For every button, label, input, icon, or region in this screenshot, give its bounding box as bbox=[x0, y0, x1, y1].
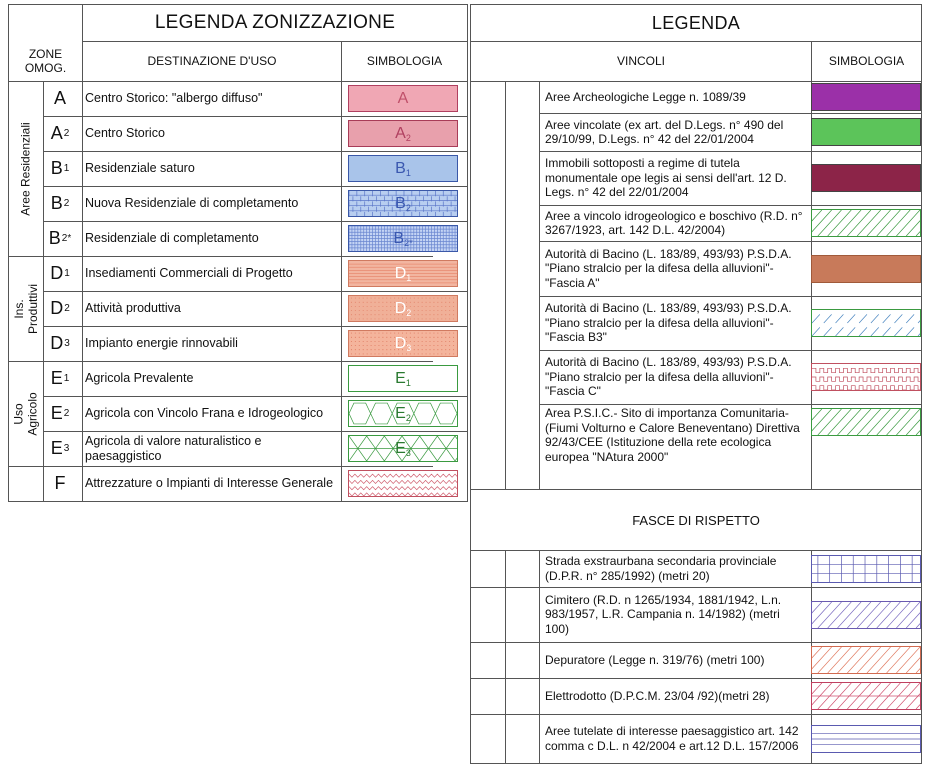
fascia-symbol-swatch bbox=[811, 725, 921, 753]
divider bbox=[341, 41, 342, 501]
zone-code-letter: E bbox=[50, 368, 63, 388]
fascia-text: Elettrodotto (D.P.C.M. 23/04 /92)(metri 28) bbox=[545, 688, 770, 703]
fascia-text: Depuratore (Legge n. 319/76) (metri 100) bbox=[545, 652, 765, 667]
destinazione-text: Insediamenti Commerciali di Progetto bbox=[85, 266, 293, 280]
row-divider bbox=[539, 241, 921, 242]
zone-symbol-letter: B bbox=[395, 159, 406, 177]
zone-code-letter: A bbox=[53, 88, 66, 108]
vincolo-symbol-swatch bbox=[811, 164, 921, 192]
zone-code bbox=[43, 151, 77, 186]
zone-code bbox=[43, 466, 77, 501]
divider bbox=[82, 5, 83, 41]
zone-symbol-letter: A bbox=[397, 89, 409, 107]
zone-symbol-swatch bbox=[348, 365, 458, 392]
row-divider bbox=[539, 151, 921, 152]
zone-code-sub: 2 bbox=[63, 408, 70, 419]
zone-symbol-label bbox=[395, 125, 411, 143]
destinazione-text: Centro Storico: "albergo diffuso" bbox=[85, 91, 263, 105]
row-divider bbox=[539, 404, 921, 405]
vincolo-text: Aree Archeologiche Legge n. 1089/39 bbox=[545, 89, 746, 104]
zone-code bbox=[43, 326, 77, 361]
zone-symbol-swatch bbox=[348, 85, 458, 112]
zone-code-letter: A bbox=[50, 123, 63, 143]
destinazione-text: Impianto energie rinnovabili bbox=[85, 336, 238, 350]
divider bbox=[82, 41, 83, 501]
zone-code bbox=[43, 396, 77, 431]
zone-symbol-label bbox=[395, 370, 411, 388]
zone-symbol-swatch bbox=[348, 155, 458, 182]
zone-code-sub: 1 bbox=[63, 373, 70, 384]
destinazione-text: Residenziale di completamento bbox=[85, 231, 259, 245]
zone-code-letter: D bbox=[50, 333, 64, 353]
zone-code bbox=[43, 221, 77, 256]
zone-symbol-sub: 3 bbox=[405, 447, 411, 458]
vincolo-symbol-swatch bbox=[811, 363, 921, 391]
zone-symbol-letter: E bbox=[395, 404, 406, 422]
legenda-zonizzazione-panel bbox=[8, 4, 468, 502]
divider bbox=[539, 550, 540, 763]
fascia-symbol-swatch bbox=[811, 646, 921, 674]
fasce-title: FASCE DI RISPETTO bbox=[632, 512, 760, 528]
vincolo-text: Immobili sottoposti a regime di tutela monumentale ope legis ai sensi dell'art. 12 D. Legs. n° 42 del 22/01/2004 bbox=[545, 156, 787, 200]
divider bbox=[539, 81, 540, 489]
vincolo-symbol-swatch bbox=[811, 118, 921, 146]
zone-code bbox=[43, 116, 77, 151]
destinazione-text: Centro Storico bbox=[85, 126, 165, 140]
vincolo-text: Aree vincolate (ex art. del D.Legs. n° 490 del 29/10/99, D.Legs. n° 42 del 22/01/2004 bbox=[545, 117, 784, 146]
zone-symbol-label bbox=[395, 300, 412, 318]
zone-code-sub: 3 bbox=[64, 338, 70, 349]
zone-symbol-swatch bbox=[348, 400, 458, 427]
zone-symbol-sub: 3 bbox=[406, 342, 412, 353]
zone-code bbox=[43, 256, 77, 291]
zone-symbol-sub: 2 bbox=[406, 307, 412, 318]
vincoli-title: LEGENDA bbox=[471, 5, 921, 42]
zone-symbol-sub: 1 bbox=[406, 272, 412, 283]
zone-symbol-swatch bbox=[348, 470, 458, 497]
zone-symbol-label bbox=[395, 265, 412, 283]
zone-symbol-letter: E bbox=[395, 369, 406, 387]
row-divider bbox=[471, 714, 921, 715]
zone-code-letter: F bbox=[54, 473, 66, 493]
zone-symbol-label bbox=[395, 195, 411, 213]
zonizzazione-title: LEGENDA ZONIZZAZIONE bbox=[83, 5, 467, 42]
header-simbologia: SIMBOLOGIA bbox=[342, 41, 467, 82]
zone-symbol-swatch bbox=[348, 435, 458, 462]
vincolo-symbol-swatch bbox=[811, 255, 921, 283]
fascia-text: Cimitero (R.D. n 1265/1934, 1881/1942, L.n. 983/1957, L.R. Campania n. 14/1982) (metri 100) bbox=[545, 592, 782, 636]
zone-symbol-swatch bbox=[348, 330, 458, 357]
zone-code bbox=[43, 361, 77, 396]
divider bbox=[505, 81, 506, 489]
destinazione-text: Agricola Prevalente bbox=[85, 371, 194, 385]
zone-symbol-swatch bbox=[348, 295, 458, 322]
destinazione-text: Attività produttiva bbox=[85, 301, 181, 315]
zone-symbol-label bbox=[395, 405, 411, 423]
zone-code-letter: B bbox=[50, 193, 63, 213]
row-divider bbox=[539, 296, 921, 297]
zone-symbol-swatch bbox=[348, 190, 458, 217]
zone-code-letter: E bbox=[50, 403, 63, 423]
zone-symbol-label bbox=[395, 440, 411, 458]
group-ins-produttivi: Ins. Produttivi bbox=[12, 283, 41, 334]
row-divider bbox=[471, 678, 921, 679]
zone-code-sub: 1 bbox=[63, 163, 70, 174]
zone-symbol-sub: 2 bbox=[405, 202, 411, 213]
zone-code bbox=[43, 291, 77, 326]
fascia-text: Aree tutelate di interesse paesaggistico art. 142 comma c D.L. n 42/2004 e art.12 D.L. 157/2006 bbox=[545, 724, 799, 753]
zone-symbol-sub: 2 bbox=[405, 412, 411, 423]
divider bbox=[505, 550, 506, 763]
header-simbologia-vincoli: SIMBOLOGIA bbox=[812, 41, 921, 82]
zone-symbol-sub: 1 bbox=[405, 167, 411, 178]
vincolo-text: Autorità di Bacino (L. 183/89, 493/93) P.S.D.A. "Piano stralcio per la difesa della alluvioni"- "Fascia B3" bbox=[545, 301, 792, 345]
destinazione-text: Agricola con Vincolo Frana e Idrogeologico bbox=[85, 406, 324, 420]
zone-symbol-label bbox=[393, 230, 412, 248]
fascia-symbol-swatch bbox=[811, 682, 921, 710]
destinazione-text: Nuova Residenziale di completamento bbox=[85, 196, 299, 210]
vincolo-symbol-swatch bbox=[811, 209, 921, 237]
header-destinazione: DESTINAZIONE D'USO bbox=[83, 41, 341, 82]
group-aree-residenziali: Aree Residenziali bbox=[19, 121, 34, 216]
zone-symbol-letter: B bbox=[395, 194, 406, 212]
zone-symbol-label bbox=[398, 90, 409, 108]
zone-symbol-letter: A bbox=[395, 124, 406, 142]
row-divider bbox=[471, 642, 921, 643]
vincolo-symbol-swatch bbox=[811, 408, 921, 436]
zone-code-letter: D bbox=[50, 263, 64, 283]
zone-code-sub: 1 bbox=[64, 268, 70, 279]
zone-code bbox=[43, 81, 77, 116]
fascia-symbol-swatch bbox=[811, 601, 921, 629]
vincolo-symbol-swatch bbox=[811, 309, 921, 337]
zone-symbol-sub: 1 bbox=[405, 377, 411, 388]
zone-symbol-letter: E bbox=[395, 439, 406, 457]
zone-symbol-swatch bbox=[348, 120, 458, 147]
row-divider bbox=[471, 587, 921, 588]
row-divider bbox=[539, 113, 921, 114]
zone-symbol-swatch bbox=[348, 260, 458, 287]
vincolo-text: Autorità di Bacino (L. 183/89, 493/93) P.S.D.A. "Piano stralcio per la difesa della alluvioni"- "Fascia A" bbox=[545, 246, 792, 290]
zone-symbol-label bbox=[395, 160, 411, 178]
zone-code-letter: D bbox=[50, 298, 64, 318]
row-divider bbox=[539, 205, 921, 206]
zone-code-letter: B bbox=[50, 158, 63, 178]
vincolo-text: Autorità di Bacino (L. 183/89, 493/93) P.S.D.A. "Piano stralcio per la difesa della alluvioni"- "Fascia C" bbox=[545, 355, 792, 399]
row-divider bbox=[539, 350, 921, 351]
zone-symbol-letter: B bbox=[393, 229, 405, 247]
header-vincoli: VINCOLI bbox=[471, 41, 811, 82]
zone-code-sub: 3 bbox=[63, 443, 70, 454]
destinazione-text: Attrezzature o Impianti di Interesse Generale bbox=[85, 476, 334, 490]
zone-code-letter: E bbox=[50, 438, 63, 458]
zone-code-sub: 2 bbox=[63, 128, 70, 139]
vincolo-text: Aree a vincolo idrogeologico e boschivo (R.D. n° 3267/1923, art. 142 D.L. 42/2004) bbox=[545, 208, 803, 237]
zone-code-letter: B bbox=[48, 228, 61, 248]
legenda-vincoli-panel bbox=[470, 4, 922, 764]
zone-symbol-letter: D bbox=[394, 299, 407, 317]
zone-symbol-sub: 2* bbox=[404, 237, 413, 248]
zone-symbol-swatch bbox=[348, 225, 458, 252]
fascia-symbol-swatch bbox=[811, 555, 921, 583]
vincolo-symbol-swatch bbox=[811, 83, 921, 111]
zone-symbol-letter: D bbox=[394, 264, 407, 282]
zone-code-sub: 2* bbox=[61, 233, 72, 244]
header-zone: ZONE OMOG. bbox=[9, 41, 82, 82]
zone-code-sub: 2 bbox=[63, 198, 70, 209]
group-uso-agricolo: Uso Agricolo bbox=[12, 391, 41, 436]
zone-symbol-label bbox=[395, 335, 412, 353]
zone-symbol-sub: 2 bbox=[405, 132, 411, 143]
zone-code bbox=[43, 431, 77, 466]
zone-symbol-letter: D bbox=[394, 334, 407, 352]
zone-code-sub: 2 bbox=[64, 303, 70, 314]
destinazione-text: Residenziale saturo bbox=[85, 161, 195, 175]
fascia-text: Strada exstraurbana secondaria provinciale (D.P.R. n° 285/1992) (metri 20) bbox=[545, 554, 777, 583]
destinazione-text: Agricola di valore naturalistico e paesaggistico bbox=[85, 433, 262, 463]
zone-code bbox=[43, 186, 77, 221]
vincolo-text: Area P.S.I.C.- Sito di importanza Comunitaria- (Fiumi Volturno e Calore Beneventano) Direttiva 92/43/CEE (Istituzione della rete ecologica europea "NAtura 2000" bbox=[545, 406, 800, 464]
